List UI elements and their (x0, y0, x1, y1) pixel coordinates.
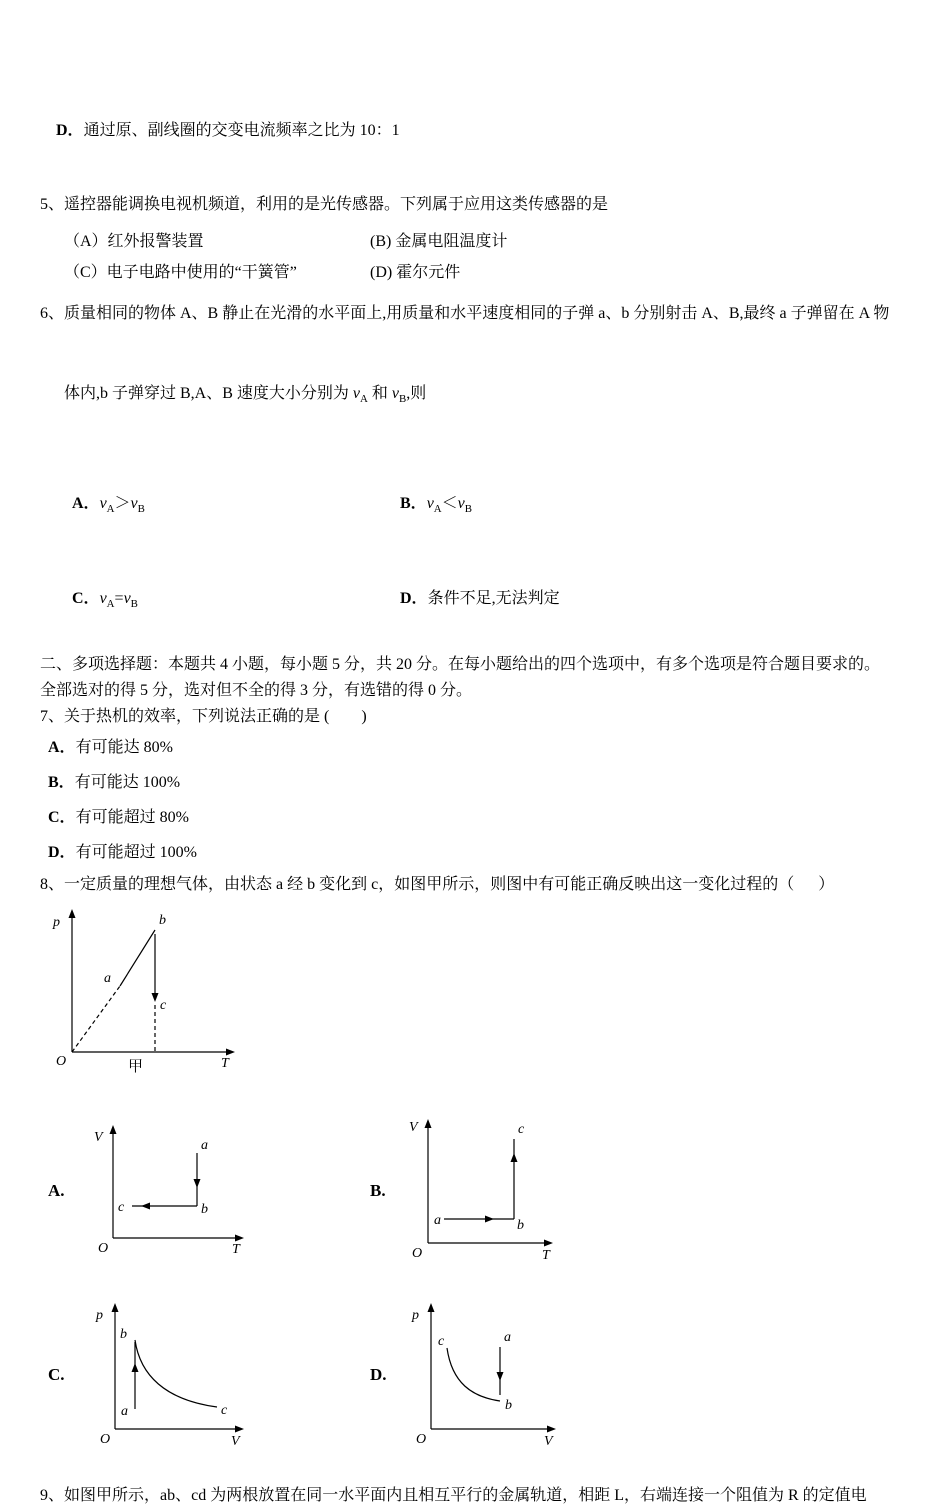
q7-options (40, 730, 912, 870)
q6-sub-a: A (106, 598, 115, 611)
q7-option-d (48, 835, 912, 870)
x-axis-label: V (543, 1433, 553, 1449)
q6-option-d (376, 554, 912, 649)
point-c-label: c (117, 1199, 124, 1215)
q6-stem-line2-post: ,则 (406, 385, 427, 402)
q6-stem-line2-mid: 和 (367, 385, 392, 402)
point-b-label: b (159, 912, 166, 928)
point-c-label: c (437, 1333, 444, 1349)
q6-var-v: v (99, 495, 107, 513)
point-b-label: b (504, 1397, 512, 1413)
q6-sub-a: A (433, 503, 442, 516)
q7-option-c (48, 800, 912, 835)
q7-option-a (48, 730, 912, 765)
q8-figure-pt-main (40, 904, 250, 1084)
q6-sub-a: A (360, 393, 368, 406)
q6-option-b (376, 459, 912, 554)
isotherm-curve (447, 1348, 500, 1401)
q8-stem: 8、一定质量的理想气体，由状态 a 经 b 变化到 c，如图甲所示，则图中有可能正确反映出这一变化过程的（ ） (40, 875, 835, 893)
q6-option-b-relation: ＜ (441, 495, 458, 513)
origin-label: O (99, 1431, 110, 1447)
section2-line2: 全部选对的得 5 分，选对但不全的得 3 分，有选错的得 0 分。 (40, 681, 473, 699)
x-axis-label: T (221, 1055, 229, 1071)
figure-caption: 甲 (128, 1058, 144, 1075)
q8-figure-pv-option-c (75, 1295, 250, 1455)
q5-option-c: （C）电子电路中使用的“干簧管” (64, 264, 297, 281)
up-arrow (510, 1153, 517, 1162)
right-arrow (485, 1215, 494, 1222)
q6-sub-b: B (137, 503, 145, 516)
point-c-label: c (220, 1402, 227, 1418)
q8-figure-pv-option-d (397, 1295, 562, 1455)
q6-var-v: v (426, 495, 434, 513)
axes (427, 1303, 556, 1433)
q7-option-d-label: D． (48, 843, 76, 861)
q7-option-c-label: C． (48, 808, 76, 826)
q6-option-b-label: B． (400, 495, 427, 513)
x-axis-arrow (235, 1425, 244, 1432)
process-lines (132, 1153, 201, 1210)
q6-var-v: v (99, 590, 107, 608)
down-arrow (193, 1179, 200, 1188)
q6-var-v: v (352, 385, 361, 402)
q8-option-a-figure-group (48, 1116, 370, 1266)
point-a-label: a (433, 1212, 441, 1228)
q7-option-b (48, 765, 912, 800)
point-c-label: c (160, 997, 167, 1013)
x-axis-arrow (226, 1048, 235, 1055)
q5-options (40, 226, 912, 288)
q5-option-a: （A）红外报警装置 (64, 233, 204, 250)
q6-stem-line1: 6、质量相同的物体 A、B 静止在光滑的水平面上,用质量和水平速度相同的子弹 a、b 分别射击 A、B,最终 a 子弹留在 A 物 (40, 305, 890, 322)
q7-option-c-text: 有可能超过 80% (75, 808, 189, 826)
y-axis-arrow (424, 1119, 431, 1128)
left-arrow (141, 1202, 150, 1209)
point-a-label: a (503, 1329, 511, 1345)
q7-option-b-text: 有可能达 100% (74, 773, 181, 791)
q4-option-d-text: 通过原、副线圈的交变电流频率之比为 10：1 (83, 122, 400, 139)
q8-option-b-figure-group (370, 1111, 561, 1271)
axes (109, 1125, 244, 1242)
x-axis-label: V (230, 1433, 240, 1449)
q6-stem-line2-pre: 体内,b 子弹穿过 B,A、B 速度大小分别为 (64, 385, 353, 402)
q6-sub-b: B (130, 598, 138, 611)
q7-option-a-label: A． (48, 738, 76, 756)
q8-option-b-label: B. (370, 1180, 386, 1200)
y-axis-label: V (408, 1119, 418, 1135)
x-axis-arrow (547, 1425, 556, 1432)
q6-option-c (48, 554, 376, 649)
q6-option-a-label: A． (72, 495, 100, 513)
q9-stem: 9、如图甲所示，ab、cd 为两根放置在同一水平面内且相互平行的金属轨道，相距 L，右端连接一个阻值为 R 的定值电 (40, 1486, 867, 1504)
section2-header (40, 652, 912, 704)
q8-figure-main-wrap (40, 904, 912, 1089)
process-lines (444, 1139, 518, 1223)
q6-options (40, 459, 912, 649)
origin-label: O (415, 1431, 426, 1447)
q6-option-d-text: 条件不足,无法判定 (427, 590, 560, 608)
q6-option-a-relation: ＞ (114, 495, 131, 513)
q8-figures-row-cd (40, 1295, 912, 1455)
q7-option-d-text: 有可能超过 100% (75, 843, 197, 861)
y-axis-label: V (93, 1129, 103, 1145)
q6-option-d-label: D． (400, 590, 428, 608)
point-b-label: b (516, 1217, 524, 1233)
q5-option-d: (D) 霍尔元件 (370, 264, 461, 281)
q6-var-v: v (130, 495, 138, 513)
x-axis-label: T (231, 1241, 240, 1257)
isotherm-curve (135, 1340, 217, 1407)
origin-label: O (97, 1240, 108, 1256)
q6-sub-b: B (399, 393, 407, 406)
q4-option-d-label: D． (56, 122, 84, 139)
x-axis-arrow (544, 1239, 553, 1246)
axes (424, 1119, 553, 1247)
point-b-label: b (200, 1201, 208, 1217)
process-lines (447, 1347, 504, 1401)
x-axis-arrow (235, 1234, 244, 1241)
origin-label: O (56, 1053, 67, 1069)
process-lines (131, 1340, 217, 1409)
y-axis-label: p (95, 1307, 103, 1323)
q6-sub-a: A (106, 503, 115, 516)
down-arrow (496, 1372, 503, 1381)
process-lines (72, 930, 159, 1052)
q7-option-a-text: 有可能达 80% (75, 738, 173, 756)
y-axis-label: p (53, 914, 60, 930)
origin-label: O (411, 1245, 422, 1261)
point-c-label: c (517, 1121, 524, 1137)
y-axis-arrow (427, 1303, 434, 1312)
y-axis-arrow (111, 1303, 118, 1312)
q6-sub-b: B (464, 503, 473, 516)
q5-option-b: (B) 金属电阻温度计 (370, 233, 508, 250)
y-axis-label: p (411, 1307, 419, 1323)
y-axis-arrow (109, 1125, 116, 1134)
point-a-label: a (104, 970, 111, 986)
down-arrow (152, 993, 159, 1002)
q6-var-v: v (457, 495, 465, 513)
point-a-label: a (120, 1403, 128, 1419)
q6-var-v: v (391, 385, 399, 402)
q7-option-b-label: B． (48, 773, 75, 791)
q8-option-a-label: A. (48, 1180, 65, 1200)
section2-line1: 二、多项选择题：本题共 4 小题，每小题 5 分，共 20 分。在每小题给出的四个选项中，有多个选项是符合题目要求的。 (40, 655, 881, 673)
x-axis-label: T (541, 1247, 550, 1263)
q4-option-d (40, 92, 912, 170)
q8-figure-vt-option-b (396, 1111, 561, 1271)
axes (69, 909, 236, 1056)
q6-var-v: v (123, 590, 131, 608)
q8-option-c-label: C. (48, 1364, 65, 1384)
q6-option-c-relation: = (114, 590, 124, 608)
q8-figures-row-ab (40, 1111, 912, 1271)
y-axis-arrow (69, 909, 76, 918)
q8-option-d-figure-group (370, 1295, 562, 1455)
q8-option-c-figure-group (48, 1295, 370, 1455)
q5-stem: 5、遥控器能调换电视机频道，利用的是光传感器。下列属于应用这类传感器的是 (40, 196, 609, 213)
q8-option-d-label: D. (370, 1364, 387, 1384)
q6-option-c-label: C． (72, 590, 100, 608)
point-b-label: b (119, 1326, 127, 1342)
q7-stem: 7、关于热机的效率，下列说法正确的是 ( ) (40, 707, 367, 725)
point-a-label: a (200, 1137, 208, 1153)
q8-figure-vt-option-a (75, 1116, 255, 1266)
q6-option-a (48, 459, 376, 554)
q6-stem (40, 294, 912, 459)
up-arrow (131, 1363, 138, 1372)
q6-stem-line2 (40, 334, 912, 459)
